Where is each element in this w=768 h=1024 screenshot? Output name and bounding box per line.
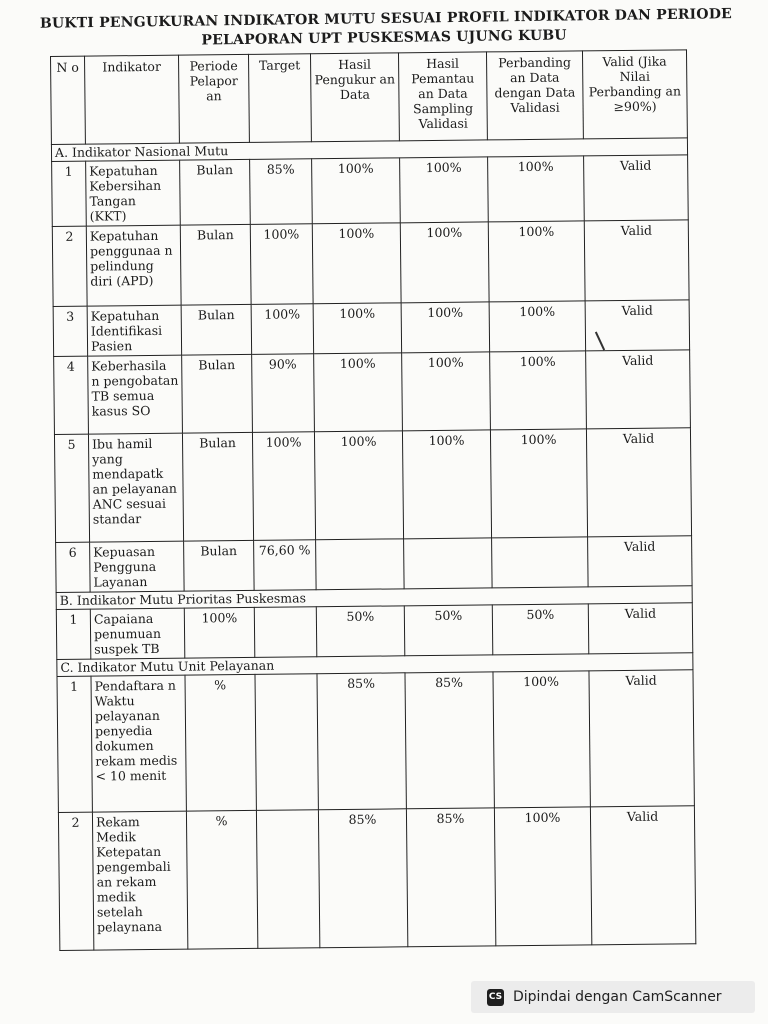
table-row [56, 536, 692, 593]
cell-pemantau: 100% [400, 222, 489, 303]
cell-perbanding: 100% [493, 671, 590, 808]
section-a-label: A. Indikator Nasional Mutu [51, 138, 687, 162]
cell-periode: % [186, 810, 257, 949]
table-row [54, 428, 691, 543]
cell-hasil: 100% [314, 431, 403, 540]
cell-pemantau: 85% [406, 808, 495, 947]
cell-perbanding: 100% [488, 156, 585, 222]
table-row [53, 300, 689, 357]
cell-no: 2 [52, 226, 87, 306]
cell-periode: Bulan [180, 159, 251, 225]
cell-target [256, 810, 319, 949]
cell-target: 76,60 % [254, 540, 317, 591]
cell-target: 90% [252, 354, 315, 433]
cell-hasil: 100% [314, 353, 403, 432]
cell-target: 85% [250, 159, 313, 225]
cell-pemantau: 100% [401, 302, 490, 353]
cell-perbanding [492, 537, 589, 588]
cell-perbanding: 100% [489, 301, 586, 352]
cell-hasil: 85% [317, 673, 406, 810]
table-row [58, 806, 695, 951]
cell-valid: Valid [588, 603, 693, 654]
cell-hasil: 50% [316, 606, 405, 657]
cell-pemantau: 100% [402, 352, 491, 431]
cell-pemantau: 50% [404, 605, 493, 656]
cell-periode: % [185, 674, 256, 811]
cell-perbanding: 100% [490, 351, 587, 430]
watermark-text: Dipindai dengan CamScanner [513, 989, 722, 1005]
cell-perbanding: 50% [492, 604, 589, 655]
cell-hasil [316, 539, 405, 590]
header-hasil: Hasil Pengukur an Data [310, 53, 399, 142]
cell-indikator: Keberhasila n pengobatan TB semua kasus SO [88, 355, 183, 434]
header-perbanding: Perbanding an Data dengan Data Validasi [486, 51, 583, 140]
cell-indikator: Kepatuhan Kebersihan Tangan (KKT) [86, 160, 181, 226]
cell-valid: Valid [584, 220, 689, 301]
table-row [52, 220, 689, 307]
header-target: Target [248, 54, 311, 143]
cell-perbanding: 100% [488, 221, 585, 302]
cell-pemantau: 85% [405, 672, 494, 809]
cell-valid: Valid [590, 806, 695, 945]
header-indikator: Indikator [85, 55, 180, 144]
cell-indikator: Kepatuhan penggunaa n pelindung diri (APD) [86, 225, 181, 306]
cell-valid: Valid [589, 670, 694, 807]
cell-no: 1 [56, 609, 91, 659]
cell-target: 100% [250, 224, 313, 305]
header-pemantau: Hasil Pemantau an Data Sampling Validasi [398, 52, 487, 141]
cell-no: 3 [53, 306, 88, 356]
header-no: N o [51, 56, 86, 144]
cell-target: 100% [252, 432, 315, 541]
cell-no: 4 [54, 356, 89, 434]
cell-hasil: 85% [318, 809, 407, 948]
cell-periode: 100% [184, 607, 255, 658]
cell-target: 100% [251, 304, 314, 355]
title-line-1: BUKTI PENGUKURAN INDIKATOR MUTU SESUAI PROFIL INDIKATOR DAN PERIODE [39, 6, 733, 32]
cell-target [255, 674, 318, 811]
camscanner-watermark [471, 981, 755, 1013]
title-line-2: PELAPORAN UPT PUSKESMAS UJUNG KUBU [201, 27, 567, 49]
cell-indikator: Pendaftara n Waktu pelayanan penyedia dokumen rekam medis < 10 menit [91, 675, 186, 812]
cell-indikator: Capaiana penumuan suspek TB [90, 608, 185, 659]
cell-hasil: 100% [312, 158, 401, 224]
header-valid: Valid (Jika Nilai Perbanding an ≥90%) [582, 50, 687, 139]
cell-valid: Valid [588, 536, 693, 587]
cell-valid: Valid [586, 428, 691, 537]
cell-pemantau: 100% [402, 430, 491, 539]
cell-valid: Valid [586, 350, 691, 429]
document-title [39, 5, 733, 53]
table-row [57, 670, 694, 813]
cell-no: 5 [54, 434, 89, 542]
indicator-table-wrapper [50, 49, 695, 951]
cell-no: 2 [58, 812, 93, 950]
cell-perbanding: 100% [490, 429, 587, 538]
cell-pemantau [404, 538, 493, 589]
indicator-table [50, 49, 696, 951]
cell-periode: Bulan [181, 304, 252, 355]
table-header-row [51, 50, 688, 145]
cell-valid: Valid [584, 155, 689, 221]
camscanner-logo-icon: CS [487, 989, 504, 1006]
table-row [54, 350, 691, 435]
cell-indikator: Ibu hamil yang mendapatk an pelayanan ANC sesuai standar [88, 433, 183, 542]
cell-periode: Bulan [184, 540, 255, 591]
table-row [56, 603, 692, 660]
section-b-label: B. Indikator Mutu Prioritas Puskesmas [56, 586, 692, 610]
cell-no: 1 [57, 676, 92, 812]
cell-no: 6 [56, 542, 91, 592]
cell-periode: Bulan [180, 224, 251, 305]
cell-hasil: 100% [312, 223, 401, 304]
cell-periode: Bulan [182, 432, 253, 541]
cell-indikator: Rekam Medik Ketepatan pengembali an rekam medik setelah pelaynana [92, 811, 187, 950]
cell-hasil: 100% [313, 303, 402, 354]
table-row [52, 155, 689, 227]
cell-valid: Valid [585, 300, 690, 351]
cell-target [254, 607, 317, 658]
section-c-label: C. Indikator Mutu Unit Pelayanan [57, 653, 693, 677]
cell-indikator: Kepatuhan Identifikasi Pasien [87, 305, 182, 356]
header-periode: Periode Pelapor an [178, 54, 249, 143]
cell-perbanding: 100% [494, 807, 591, 946]
cell-no: 1 [52, 161, 87, 226]
cell-indikator: Kepuasan Pengguna Layanan [90, 541, 185, 592]
cell-pemantau: 100% [400, 157, 489, 223]
cell-periode: Bulan [182, 354, 253, 433]
